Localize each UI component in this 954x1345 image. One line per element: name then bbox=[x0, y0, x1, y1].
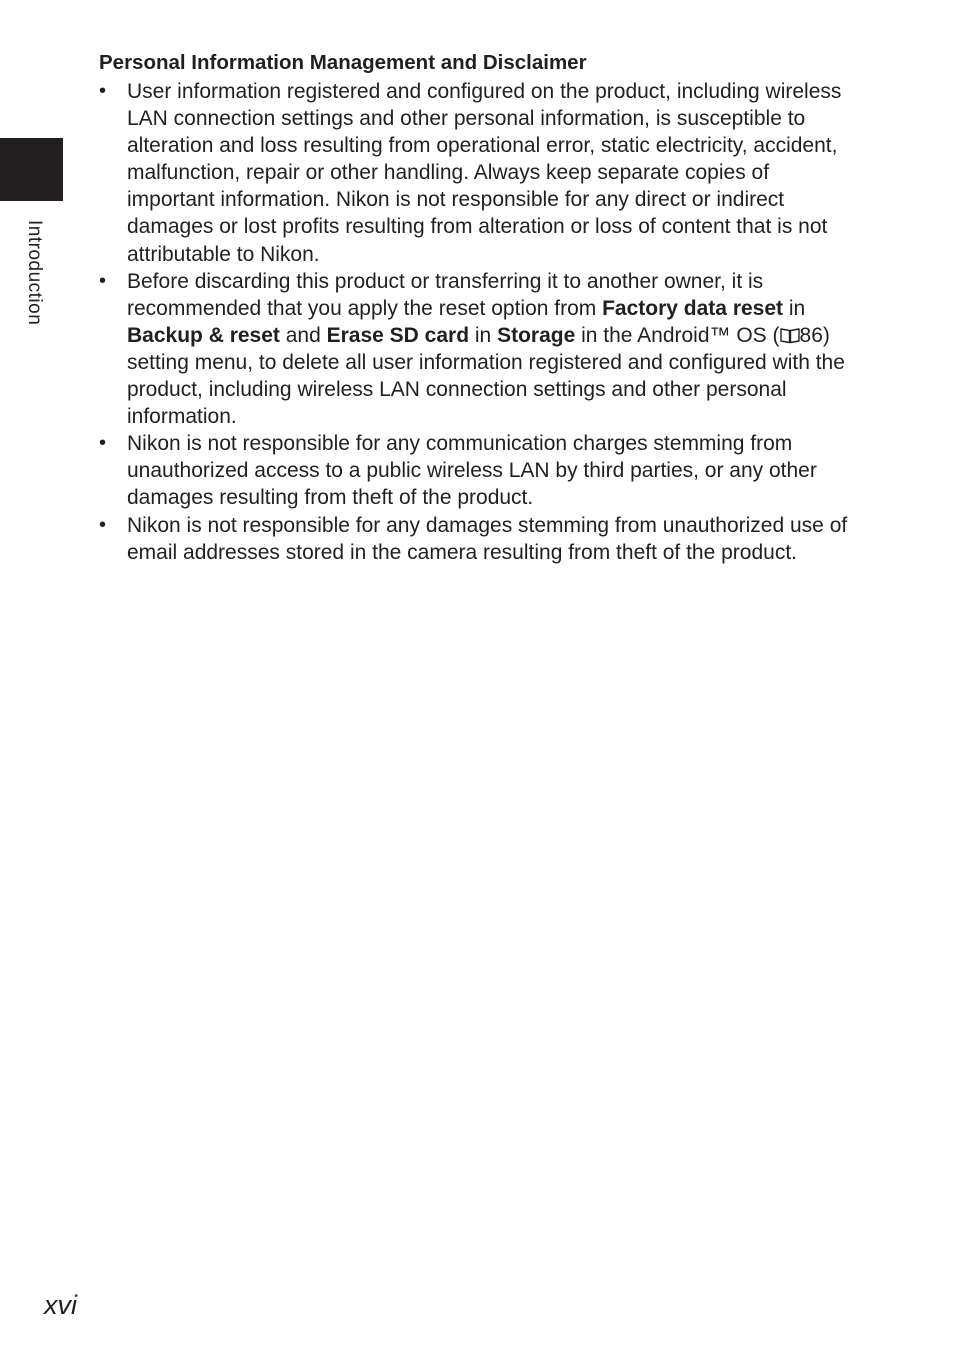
page-reference[interactable]: 86 bbox=[799, 323, 823, 347]
section-title: Personal Information Management and Disclaimer bbox=[99, 51, 587, 74]
menu-term-erase-sd-card: Erase SD card bbox=[326, 323, 470, 347]
text-segment: in bbox=[783, 296, 806, 320]
bullet-text: Nikon is not responsible for any damages stemming from unauthorized use of email addresses stored in the camera resulting from theft of the product. bbox=[127, 513, 848, 564]
text-segment: Before discarding this product or transferring it to another owner, it is recommended that you apply the reset option from bbox=[127, 269, 764, 320]
menu-term-factory-data-reset: Factory data reset bbox=[602, 296, 784, 320]
menu-term-backup-reset: Backup & reset bbox=[127, 323, 280, 347]
list-item bbox=[99, 268, 859, 431]
bullet-text: User information registered and configured on the product, including wireless LAN connection settings and other personal information, is susceptible to alteration and loss resulting from operational error, static electricity, accident, malfunction, repair or other handling. Always keep separate copies of important information. Nikon is not responsible for any direct or indirect damages or lost profits resulting from alteration or loss of content that is not attributable to Nikon. bbox=[127, 80, 842, 266]
bullet-icon: • bbox=[99, 513, 107, 536]
list-item bbox=[99, 512, 859, 566]
text-segment: in the Android™ OS ( bbox=[575, 323, 780, 347]
text-segment: ) setting menu, to delete all user information registered and configured with the product, including wireless LAN connection settings and other personal information. bbox=[127, 323, 845, 429]
list-item bbox=[99, 78, 859, 268]
chapter-tab-label: Introduction bbox=[24, 220, 45, 326]
text-segment: and bbox=[279, 323, 327, 347]
book-icon bbox=[780, 327, 800, 345]
disclaimer-bullet-list bbox=[99, 78, 859, 566]
text-segment: in bbox=[469, 323, 498, 347]
page-number: xvi bbox=[44, 1290, 77, 1320]
bullet-icon: • bbox=[99, 80, 107, 102]
menu-term-storage: Storage bbox=[497, 323, 576, 347]
chapter-tab-marker bbox=[0, 138, 63, 201]
bullet-text bbox=[127, 270, 845, 428]
bullet-icon: • bbox=[99, 432, 107, 455]
bullet-icon: • bbox=[99, 269, 107, 292]
bullet-text: Nikon is not responsible for any communication charges stemming from unauthorized access to a public wireless LAN by third parties, or any other damages resulting from theft of the product. bbox=[127, 432, 817, 510]
list-item bbox=[99, 430, 859, 511]
